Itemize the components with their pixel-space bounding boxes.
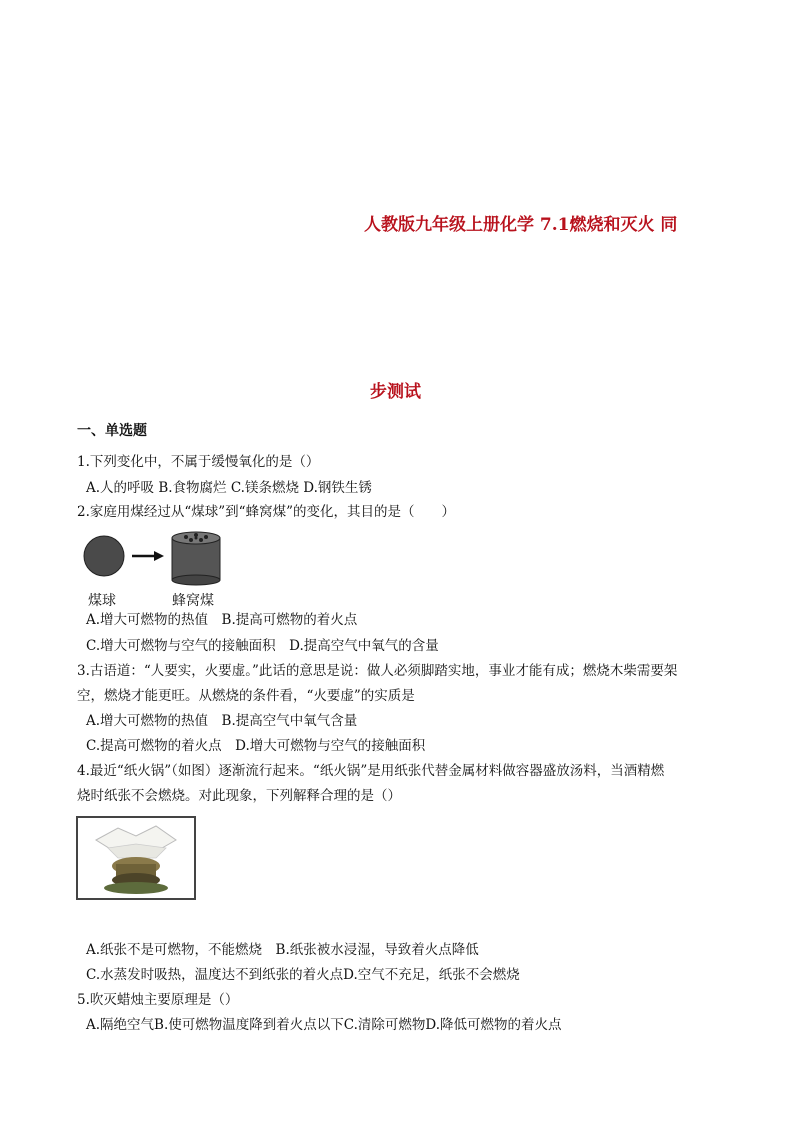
question-1-options: A.人的呼吸 B.食物腐烂 C.镁条燃烧 D.钢铁生锈 [86,480,372,496]
coal-ball-shape [84,536,124,576]
question-2-options-line-1: A.增大可燃物的热值 B.提高可燃物的着火点 [86,612,358,628]
question-2-options-line-2: C.增大可燃物与空气的接触面积 D.提高空气中氧气的含量 [86,638,439,654]
section-heading: 一、单选题 [77,423,147,439]
question-3-stem-line-1: 3.古语道：“人要实，火要虚。”此话的意思是说：做人必须脚踏实地，事业才能有成；燃烧木柴需要架 [77,663,678,679]
question-2-stem: 2.家庭用煤经过从“煤球”到“蜂窝煤”的变化，其目的是（ ） [77,504,455,520]
question-4-stem-line-2: 烧时纸张不会燃烧。对此现象，下列解释合理的是（） [77,788,401,804]
figure-label-honeycomb-briquette: 蜂窝煤 [172,593,214,609]
question-5-stem: 5.吹灭蜡烛主要原理是（） [77,992,239,1008]
question-3-stem-line-2: 空，燃烧才能更旺。从燃烧的条件看，“火要虚”的实质是 [77,688,415,704]
figure-label-coal-ball: 煤球 [88,593,116,609]
question-4-options-line-2: C.水蒸发时吸热，温度达不到纸张的着火点D.空气不充足，纸张不会燃烧 [86,967,520,983]
question-3-options-line-1: A.增大可燃物的热值 B.提高空气中氧气含量 [86,713,358,729]
paper-hotpot-photo [76,816,196,900]
question-1-stem: 1.下列变化中，不属于缓慢氧化的是（） [77,454,320,470]
question-5-options: A.隔绝空气B.使可燃物温度降到着火点以下C.清除可燃物D.降低可燃物的着火点 [86,1017,562,1033]
question-4-stem-line-1: 4.最近“纸火锅”（如图）逐渐流行起来。“纸火锅”是用纸张代替金属材料做容器盛放汤料，当酒精燃 [77,763,665,779]
document-title-line-2: 步测试 [370,382,421,402]
question-4-options-line-1: A.纸张不是可燃物，不能燃烧 B.纸张被水浸湿，导致着火点降低 [86,942,479,958]
document-title-line-1: 人教版九年级上册化学 7.1燃烧和灭火 同 [364,215,678,235]
question-3-options-line-2: C.提高可燃物的着火点 D.增大可燃物与空气的接触面积 [86,738,426,754]
honeycomb-briquette-shape [172,532,220,585]
coal-figure [82,528,232,586]
